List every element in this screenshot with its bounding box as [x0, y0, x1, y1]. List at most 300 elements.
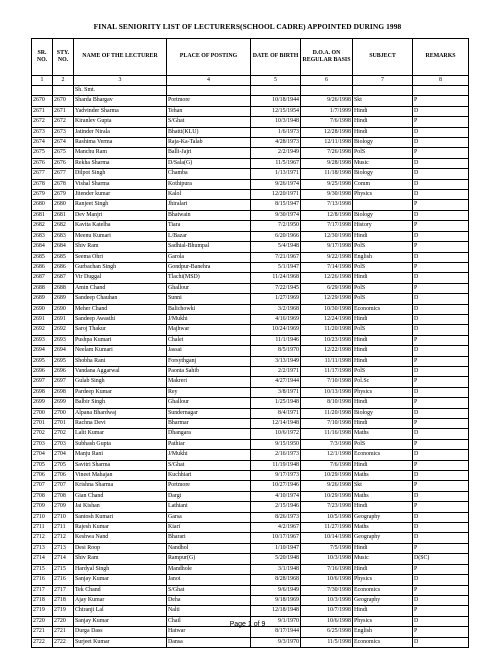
cell-name: Desi Roop: [74, 543, 167, 553]
cell-remarks: D: [413, 325, 469, 335]
cell-place: Tehan: [167, 106, 251, 116]
cell-place: Portmore: [167, 481, 251, 491]
cell-sr-no: 2709: [32, 502, 53, 512]
sub-heading: Sh. Smt.: [74, 86, 167, 96]
cell-subject: [353, 200, 413, 210]
cell-doa: 1/7/1999: [301, 106, 353, 116]
cell-place: Dargi: [167, 491, 251, 501]
cell-doa: 8/10/1998: [301, 398, 353, 408]
cell-doa: 7/17/1998: [301, 221, 353, 231]
cell-dob: 9/15/1950: [251, 439, 301, 449]
cell-name: Sandeep Awasthi: [74, 314, 167, 324]
cell-doa: 6/25/1998: [301, 627, 353, 637]
cell-dob: 1/13/1971: [251, 169, 301, 179]
column-number: 8: [413, 76, 469, 86]
cell-doa: 12/29/1998: [301, 294, 353, 304]
cell-sr-no: 2707: [32, 481, 53, 491]
cell-place: Dhangara: [167, 429, 251, 439]
table-row: [32, 554, 469, 564]
cell-dob: 12/14/1948: [251, 419, 301, 429]
table-row: [32, 575, 469, 585]
cell-remarks: D: [413, 533, 469, 543]
cell-place: Majhwar: [167, 325, 251, 335]
cell-place: S/Ghat: [167, 585, 251, 595]
table-row: [32, 533, 469, 543]
cell-place: Kothipura: [167, 179, 251, 189]
cell-remarks: D: [413, 304, 469, 314]
cell-sr-no: 2715: [32, 564, 53, 574]
table-row: [32, 512, 469, 522]
cell-place: Paonta Sahib: [167, 366, 251, 376]
cell-place: Balichowki: [167, 304, 251, 314]
cell-name: Saroj Thakur: [74, 325, 167, 335]
cell-remarks: D: [413, 231, 469, 241]
cell-place: Ghallour: [167, 283, 251, 293]
cell-name: Vir Duggal: [74, 273, 167, 283]
cell-sr-no: 2671: [32, 106, 53, 116]
cell-sr-no: 2718: [32, 595, 53, 605]
cell-sty-no: 2714: [53, 554, 74, 564]
cell-sr-no: 2701: [32, 419, 53, 429]
table-row: [32, 200, 469, 210]
cell-dob: 9/17/1973: [251, 471, 301, 481]
table-row: [32, 304, 469, 314]
cell-doa: 12/26/1998: [301, 273, 353, 283]
table-row: [32, 96, 469, 106]
cell-sty-no: 2685: [53, 252, 74, 262]
cell-place: Janot: [167, 575, 251, 585]
cell-subject: Geography: [353, 595, 413, 605]
cell-sty-no: 2703: [53, 439, 74, 449]
cell-subject: Biology: [353, 138, 413, 148]
cell-place: Tlachi(MSD): [167, 273, 251, 283]
cell-sty-no: 2686: [53, 262, 74, 272]
cell-doa: 7/6/1998: [301, 460, 353, 470]
cell-remarks: D: [413, 127, 469, 137]
cell-dob: 2/15/1946: [251, 502, 301, 512]
cell-subject: Economics: [353, 450, 413, 460]
cell-sr-no: 2694: [32, 346, 53, 356]
cell-name: Gulab Singh: [74, 377, 167, 387]
cell-name: Tek Chand: [74, 585, 167, 595]
cell-name: Gian Chand: [74, 491, 167, 501]
cell-sr-no: 2692: [32, 325, 53, 335]
cell-doa: 9/28/1998: [301, 158, 353, 168]
table-row: [32, 190, 469, 200]
header-doa: D.O.A. ON REGULAR BASIS: [301, 39, 353, 76]
cell-dob: 3/13/1949: [251, 356, 301, 366]
cell-doa: 10/14/1998: [301, 533, 353, 543]
table-row: [32, 606, 469, 616]
cell-sr-no: 2703: [32, 439, 53, 449]
cell-sty-no: 2722: [53, 637, 74, 647]
cell-remarks: D: [413, 346, 469, 356]
table-body: [32, 86, 469, 648]
cell-dob: 2/16/1973: [251, 450, 301, 460]
cell-place: Rey: [167, 387, 251, 397]
cell-sty-no: 2672: [53, 117, 74, 127]
cell-sr-no: 2680: [32, 200, 53, 210]
cell-remarks: P: [413, 564, 469, 574]
cell-dob: 5/1/1947: [251, 262, 301, 272]
cell-name: Manchu Ram: [74, 148, 167, 158]
cell-name: Kiranlev Gupta: [74, 117, 167, 127]
cell-place: Bharmar: [167, 419, 251, 429]
cell-doa: 7/14/1998: [301, 262, 353, 272]
cell-remarks: D: [413, 408, 469, 418]
cell-name: Chiranji Lal: [74, 606, 167, 616]
cell-sty-no: 2701: [53, 419, 74, 429]
cell-place: Garola: [167, 252, 251, 262]
cell-sr-no: 2682: [32, 221, 53, 231]
cell-remarks: D: [413, 190, 469, 200]
cell-dob: 11/5/1967: [251, 158, 301, 168]
cell-sr-no: 2675: [32, 148, 53, 158]
cell-place: Nalti: [167, 606, 251, 616]
cell-remarks: P: [413, 481, 469, 491]
cell-subject: PolS: [353, 439, 413, 449]
cell-place: D/Sala(G): [167, 158, 251, 168]
table-row: [32, 273, 469, 283]
cell-doa: 10/5/1998: [301, 512, 353, 522]
cell-sr-no: 2710: [32, 512, 53, 522]
cell-dob: 7/22/1945: [251, 283, 301, 293]
cell-sty-no: 2716: [53, 575, 74, 585]
cell-remarks: D(SC): [413, 554, 469, 564]
cell-doa: 11/20/1998: [301, 325, 353, 335]
cell-sty-no: 2705: [53, 460, 74, 470]
cell-name: Manju Rani: [74, 450, 167, 460]
cell-sty-no: 2678: [53, 179, 74, 189]
cell-name: Yadvinder Sharma: [74, 106, 167, 116]
table-row: [32, 294, 469, 304]
cell-dob: 9/18/1969: [251, 595, 301, 605]
cell-sr-no: 2708: [32, 491, 53, 501]
cell-dob: 9/3/1970: [251, 637, 301, 647]
cell-sr-no: 2698: [32, 387, 53, 397]
cell-place: Raja-Ka-Talab: [167, 138, 251, 148]
cell-subject: Physics: [353, 190, 413, 200]
cell-place: Mandhole: [167, 564, 251, 574]
cell-remarks: D: [413, 252, 469, 262]
cell-name: Shiv Ram: [74, 242, 167, 252]
cell-name: Lalit Kumar: [74, 429, 167, 439]
cell-place: Chalet: [167, 335, 251, 345]
cell-dob: 7/2/1950: [251, 221, 301, 231]
table-row: [32, 408, 469, 418]
cell-sr-no: 2670: [32, 96, 53, 106]
cell-doa: 7/3/1998: [301, 439, 353, 449]
cell-subject: History: [353, 221, 413, 231]
cell-name: Hardyal Singh: [74, 564, 167, 574]
cell-subject: Physics: [353, 575, 413, 585]
table-row: [32, 585, 469, 595]
table-row: [32, 179, 469, 189]
cell-name: Jitender kumar: [74, 190, 167, 200]
cell-sty-no: 2695: [53, 356, 74, 366]
cell-sty-no: 2688: [53, 283, 74, 293]
cell-name: Neelam Kumari: [74, 346, 167, 356]
table-row: [32, 502, 469, 512]
table-row: [32, 387, 469, 397]
cell-name: Sharda Bhargav: [74, 96, 167, 106]
table-row: [32, 356, 469, 366]
cell-doa: 6/29/1998: [301, 283, 353, 293]
cell-subject: Economics: [353, 637, 413, 647]
cell-sty-no: 2679: [53, 190, 74, 200]
cell-place: Sunni: [167, 294, 251, 304]
cell-name: Ajay Kumar: [74, 595, 167, 605]
cell-place: Sadhial-Bhumpal: [167, 242, 251, 252]
cell-sr-no: 2716: [32, 575, 53, 585]
cell-sr-no: 2676: [32, 158, 53, 168]
cell-subject: Hindi: [353, 273, 413, 283]
cell-sr-no: 2681: [32, 210, 53, 220]
cell-subject: Hindi: [353, 606, 413, 616]
cell-sty-no: 2721: [53, 627, 74, 637]
cell-sty-no: 2675: [53, 148, 74, 158]
cell-sty-no: 2710: [53, 512, 74, 522]
cell-remarks: D: [413, 179, 469, 189]
cell-dob: 10/6/1972: [251, 429, 301, 439]
cell-subject: Maths: [353, 491, 413, 501]
cell-place: Deha: [167, 595, 251, 605]
cell-name: Seema Ohri: [74, 252, 167, 262]
cell-doa: 7/10/1998: [301, 419, 353, 429]
cell-doa: 7/16/1998: [301, 564, 353, 574]
cell-sr-no: 2686: [32, 262, 53, 272]
cell-sty-no: 2689: [53, 294, 74, 304]
cell-name: Rachna Devi: [74, 419, 167, 429]
cell-sr-no: 2677: [32, 169, 53, 179]
cell-doa: 11/18/1998: [301, 169, 353, 179]
cell-place: Rampur(G): [167, 554, 251, 564]
table-row: [32, 543, 469, 553]
cell-name: Pushpa Kumari: [74, 335, 167, 345]
header-sr-no: SR. NO.: [32, 39, 53, 76]
table-row: [32, 138, 469, 148]
cell-dob: 1/27/1969: [251, 294, 301, 304]
cell-dob: 1/6/1973: [251, 127, 301, 137]
cell-dob: 4/28/1973: [251, 138, 301, 148]
cell-remarks: D: [413, 595, 469, 605]
cell-sty-no: 2718: [53, 595, 74, 605]
cell-name: Rajesh Kumar: [74, 523, 167, 533]
cell-dob: 7/21/1967: [251, 252, 301, 262]
cell-sr-no: 2672: [32, 117, 53, 127]
cell-place: Jassai: [167, 346, 251, 356]
cell-subject: Economics: [353, 304, 413, 314]
cell-doa: 11/11/1998: [301, 356, 353, 366]
cell-name: Sanjay Kumar: [74, 616, 167, 626]
cell-remarks: D: [413, 294, 469, 304]
cell-name: Pardeep Kumar: [74, 387, 167, 397]
cell-place: S/Ghat: [167, 460, 251, 470]
cell-sty-no: 2696: [53, 366, 74, 376]
cell-sty-no: 2673: [53, 127, 74, 137]
cell-dob: 3/2/1968: [251, 304, 301, 314]
table-row: [32, 252, 469, 262]
cell-name: Ranjeet Singh: [74, 200, 167, 210]
cell-place: Kuchhiari: [167, 471, 251, 481]
cell-doa: 7/26/1998: [301, 148, 353, 158]
cell-sr-no: 2684: [32, 242, 53, 252]
cell-place: Chamba: [167, 169, 251, 179]
cell-remarks: D: [413, 616, 469, 626]
cell-sty-no: 2709: [53, 502, 74, 512]
cell-dob: 10/3/1948: [251, 117, 301, 127]
table-row: [32, 429, 469, 439]
cell-subject: Economics: [353, 585, 413, 595]
cell-sty-no: 2681: [53, 210, 74, 220]
cell-sr-no: 2721: [32, 627, 53, 637]
cell-doa: 9/22/1998: [301, 252, 353, 262]
cell-sty-no: 2707: [53, 481, 74, 491]
cell-sty-no: 2683: [53, 231, 74, 241]
cell-sr-no: 2683: [32, 231, 53, 241]
cell-remarks: D: [413, 138, 469, 148]
cell-subject: PolS: [353, 294, 413, 304]
cell-doa: 10/7/1998: [301, 606, 353, 616]
cell-sty-no: 2682: [53, 221, 74, 231]
cell-subject: Hindi: [353, 356, 413, 366]
cell-doa: 10/30/1998: [301, 304, 353, 314]
cell-name: Keshwa Nand: [74, 533, 167, 543]
cell-remarks: P: [413, 283, 469, 293]
cell-sr-no: 2711: [32, 523, 53, 533]
cell-place: Makreri: [167, 377, 251, 387]
cell-subject: Geography: [353, 512, 413, 522]
cell-name: Alpana Bhardwaj: [74, 408, 167, 418]
cell-sty-no: 2691: [53, 314, 74, 324]
cell-name: Shiv Ram: [74, 554, 167, 564]
cell-place: Ghallour: [167, 398, 251, 408]
cell-sty-no: 2693: [53, 335, 74, 345]
table-row: [32, 366, 469, 376]
table-row: [32, 210, 469, 220]
cell-place: S/Ghat: [167, 117, 251, 127]
header-dob: DATE OF BIRTH: [251, 39, 301, 76]
cell-sr-no: 2693: [32, 335, 53, 345]
cell-sty-no: 2690: [53, 304, 74, 314]
cell-sr-no: 2688: [32, 283, 53, 293]
cell-dob: 8/28/1968: [251, 575, 301, 585]
cell-dob: 5/4/1948: [251, 242, 301, 252]
cell-doa: 9/26/1998: [301, 481, 353, 491]
cell-sr-no: 2713: [32, 543, 53, 553]
cell-subject: Hindi: [353, 346, 413, 356]
table-row: [32, 335, 469, 345]
column-number: 3: [74, 76, 167, 86]
cell-sr-no: 2700: [32, 408, 53, 418]
cell-sty-no: 2674: [53, 138, 74, 148]
cell-subject: Hindi: [353, 460, 413, 470]
cell-doa: 7/30/1998: [301, 585, 353, 595]
cell-place: Bhatti(KLU): [167, 127, 251, 137]
cell-sr-no: 2720: [32, 616, 53, 626]
page-title: FINAL SENIORITY LIST OF LECTURERS(SCHOOL CADRE) APPOINTED DURING 1998: [93, 22, 402, 31]
cell-sty-no: 2676: [53, 158, 74, 168]
cell-doa: 12/24/1998: [301, 314, 353, 324]
header-name: NAME OF THE LECTURER: [74, 39, 167, 76]
cell-remarks: P: [413, 200, 469, 210]
cell-dob: 1/10/1947: [251, 543, 301, 553]
cell-sr-no: 2702: [32, 429, 53, 439]
cell-doa: 12/11/1998: [301, 138, 353, 148]
cell-dob: 9/1/1970: [251, 616, 301, 626]
cell-name: Rashima Verma: [74, 138, 167, 148]
cell-subject: PolS: [353, 366, 413, 376]
header-subject: SUBJECT: [353, 39, 413, 76]
cell-sr-no: 2719: [32, 606, 53, 616]
cell-sr-no: 2696: [32, 366, 53, 376]
column-number: 5: [251, 76, 301, 86]
cell-place: Lathiani: [167, 502, 251, 512]
cell-sr-no: 2704: [32, 450, 53, 460]
cell-sty-no: 2697: [53, 377, 74, 387]
cell-dob: 10/17/1967: [251, 533, 301, 543]
cell-sr-no: 2691: [32, 314, 53, 324]
cell-sr-no: 2678: [32, 179, 53, 189]
cell-sty-no: 2712: [53, 533, 74, 543]
cell-dob: 3/1/1948: [251, 564, 301, 574]
cell-subject: Hindi: [353, 335, 413, 345]
cell-dob: 9/30/1974: [251, 210, 301, 220]
cell-dob: 6/20/1966: [251, 231, 301, 241]
cell-subject: Hindi: [353, 127, 413, 137]
table-row: [32, 637, 469, 647]
cell-remarks: P: [413, 585, 469, 595]
table-row: [32, 158, 469, 168]
table-row: [32, 439, 469, 449]
cell-subject: Hindi: [353, 106, 413, 116]
table-row: [32, 450, 469, 460]
cell-dob: 1/25/1948: [251, 398, 301, 408]
cell-doa: 12/1/1998: [301, 450, 353, 460]
cell-remarks: P: [413, 419, 469, 429]
cell-remarks: P: [413, 117, 469, 127]
cell-name: Amin Chand: [74, 283, 167, 293]
cell-subject: Hindi: [353, 398, 413, 408]
cell-sr-no: 2722: [32, 637, 53, 647]
table-row: [32, 481, 469, 491]
cell-subject: PolS: [353, 242, 413, 252]
cell-dob: 10/27/1946: [251, 481, 301, 491]
cell-subject: Physics: [353, 616, 413, 626]
cell-subject: Biology: [353, 408, 413, 418]
table-row: [32, 148, 469, 158]
cell-subject: Maths: [353, 523, 413, 533]
cell-place: Dansa: [167, 637, 251, 647]
cell-remarks: P: [413, 502, 469, 512]
cell-dob: 4/10/1974: [251, 491, 301, 501]
cell-doa: 10/29/1998: [301, 471, 353, 481]
cell-sty-no: 2706: [53, 471, 74, 481]
cell-doa: 11/5/1998: [301, 637, 353, 647]
cell-name: Balbir Singh: [74, 398, 167, 408]
column-number: 1: [32, 76, 53, 86]
cell-remarks: P: [413, 221, 469, 231]
cell-doa: 11/17/1998: [301, 366, 353, 376]
cell-place: Portmore: [167, 96, 251, 106]
cell-dob: 10/24/1969: [251, 325, 301, 335]
cell-sr-no: 2690: [32, 304, 53, 314]
cell-name: Surjeet Kumar: [74, 637, 167, 647]
cell-place: Nandhol: [167, 543, 251, 553]
cell-sty-no: 2719: [53, 606, 74, 616]
cell-remarks: P: [413, 606, 469, 616]
cell-subject: Hindi: [353, 231, 413, 241]
